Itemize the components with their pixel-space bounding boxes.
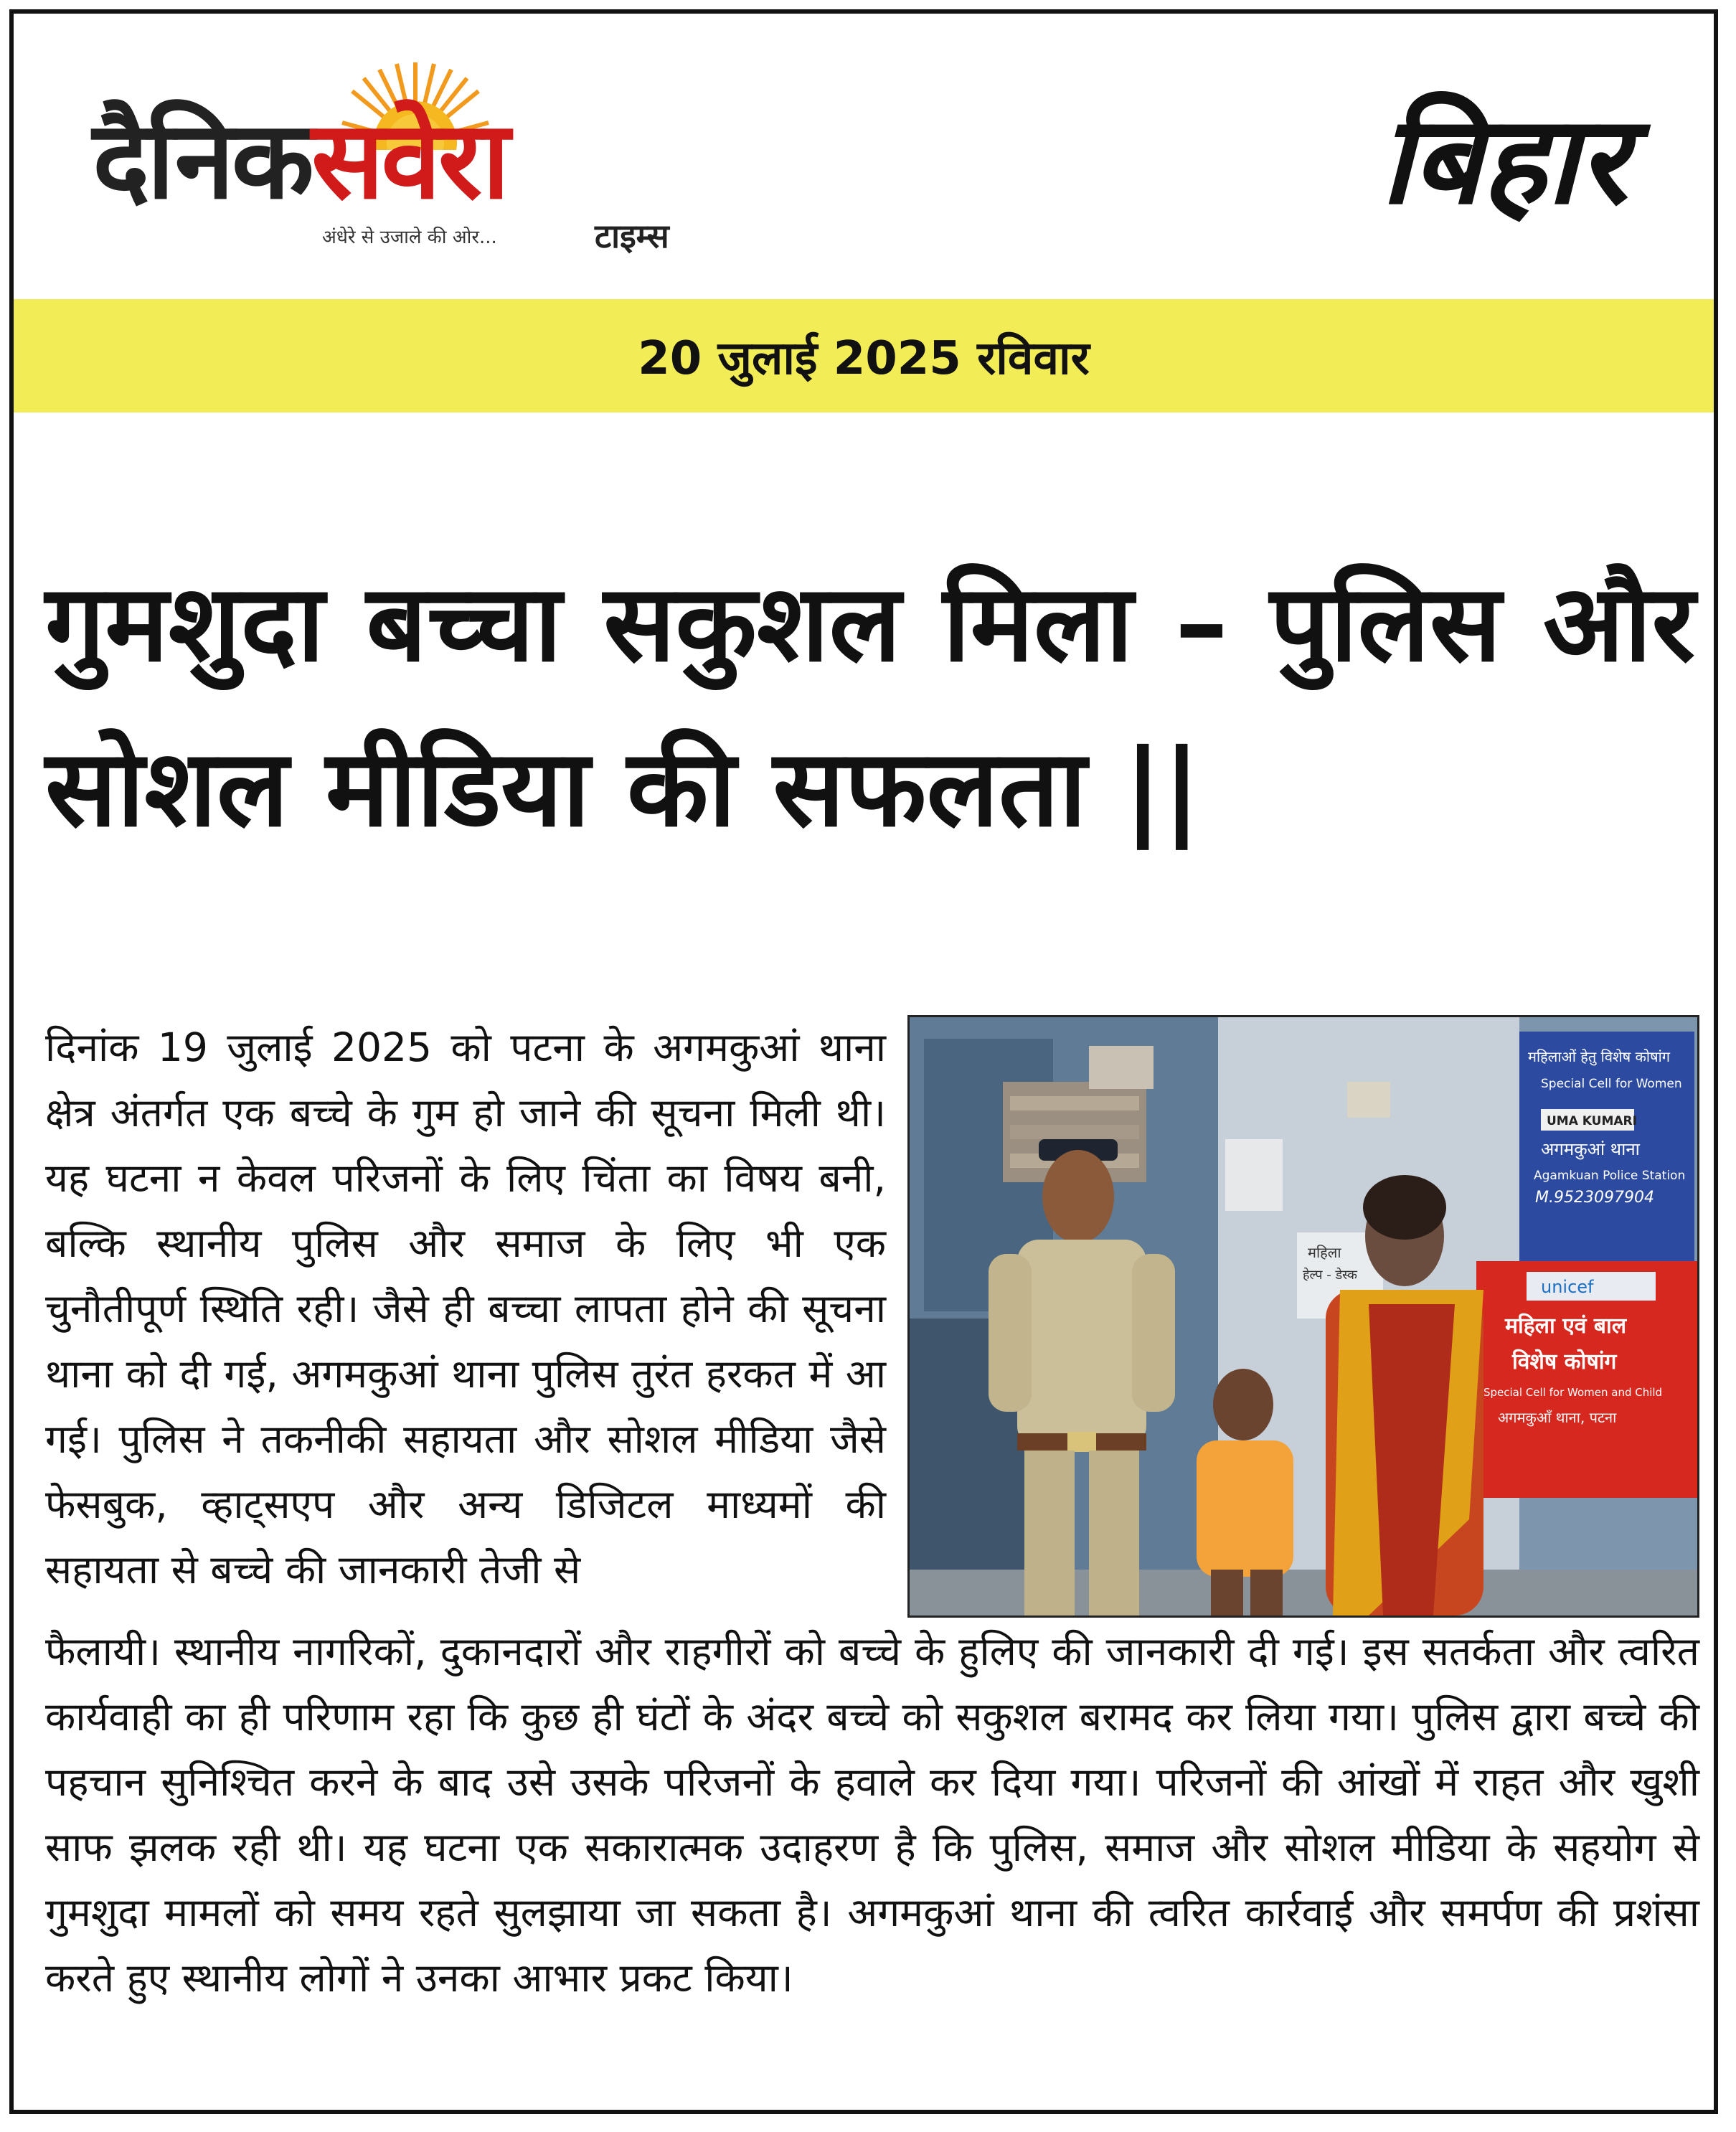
helpdesk-line-1: महिला — [1308, 1244, 1341, 1261]
article-paragraph-bottom: फैलायी। स्थानीय नागरिकों, दुकानदारों और राहगीरों को बच्चे के हुलिए की जानकारी दी गई। इस सतर्कता और त्वरित कार्यवाही का ही परिणाम रहा कि कुछ ही घंटों के अंदर बच्चे को सकुशल बरामद कर लिया गया। पुलिस द्वारा बच्चे की पहचान सुनिश्चित करने के बाद उसे उसके परिजनों के हवाले कर दिया गया। परिजनों की आंखों में राहत और खुशी साफ झलक रही थी। यह घटना एक सकारात्मक उदाहरण है कि पुलिस, समाज और सोशल मीडिया के सहयोग से गुमशुदा मामलों को समय रहते सुलझाया जा सकता है। अगमकुआं थाना की त्वरित कार्रवाई और समर्पण की प्रशंसा करते हुए स्थानीय लोगों ने उनका आभार प्रकट किया। — [45, 1628, 1699, 2001]
sign-line-4: अगमकुआं थाना — [1541, 1139, 1640, 1159]
logo-wordmark — [93, 98, 507, 223]
edition-state-name: बिहार — [1380, 90, 1628, 232]
newspaper-logo — [93, 57, 738, 272]
helpdesk-line-2: हेल्प - डेस्क — [1303, 1268, 1357, 1283]
article-paragraph-top: दिनांक 19 जुलाई 2025 को पटना के अगमकुआं थाना क्षेत्र अंतर्गत एक बच्चे के गुम हो जाने की सूचना मिली थी। यह घटना न केवल परिजनों के लिए चिंता का विषय बनी, बल्कि स्थानीय पुलिस और समाज के लिए भी एक चुनौतीपूर्ण स्थिति रही। जैसे ही बच्चा लापता होने की सूचना थाना को दी गई, अगमकुआं थाना पुलिस तुरंत हरकत में आ गई। पुलिस ने तकनीकी सहायता और सोशल मीडिया जैसे फेसबुक, व्हाट्सएप और अन्य डिजिटल माध्यमों की सहायता से बच्चे की जानकारी तेजी से — [45, 1024, 886, 1593]
photo-scene — [910, 1017, 1697, 1615]
article-headline: गुमशुदा बच्चा सकुशल मिला – पुलिस और सोशल मीडिया की सफलता || — [45, 562, 1695, 850]
unicef-line-4: अगमकुआँ थाना, पटना — [1498, 1409, 1617, 1426]
logo-tagline: अंधेरे से उजाले की ओर... — [322, 227, 497, 248]
unicef-logo-text: unicef — [1541, 1277, 1594, 1297]
date-band — [14, 299, 1714, 412]
logo-times: टाइम्स — [595, 217, 669, 255]
logo-word-savera: सवेरा — [311, 98, 507, 223]
sign-line-1: महिलाओं हेतु विशेष कोषांग — [1528, 1048, 1671, 1065]
sign-line-6: M.9523097904 — [1535, 1189, 1654, 1207]
masthead — [14, 14, 1714, 299]
publication-date: 20 जुलाई 2025 रविवार — [638, 331, 1090, 385]
sign-line-3: UMA KUMARI — [1547, 1114, 1637, 1128]
news-photo — [907, 1015, 1699, 1618]
unicef-line-3: Special Cell for Women and Child — [1483, 1386, 1663, 1399]
newspaper-page — [9, 9, 1718, 2114]
sign-line-2: Special Cell for Women — [1541, 1077, 1682, 1091]
unicef-line-2: विशेष कोषांग — [1512, 1349, 1617, 1374]
logo-word-dainik: दैनिक — [93, 98, 311, 223]
unicef-line-1: महिला एवं बाल — [1505, 1313, 1627, 1339]
sign-line-5: Agamkuan Police Station — [1534, 1169, 1686, 1183]
